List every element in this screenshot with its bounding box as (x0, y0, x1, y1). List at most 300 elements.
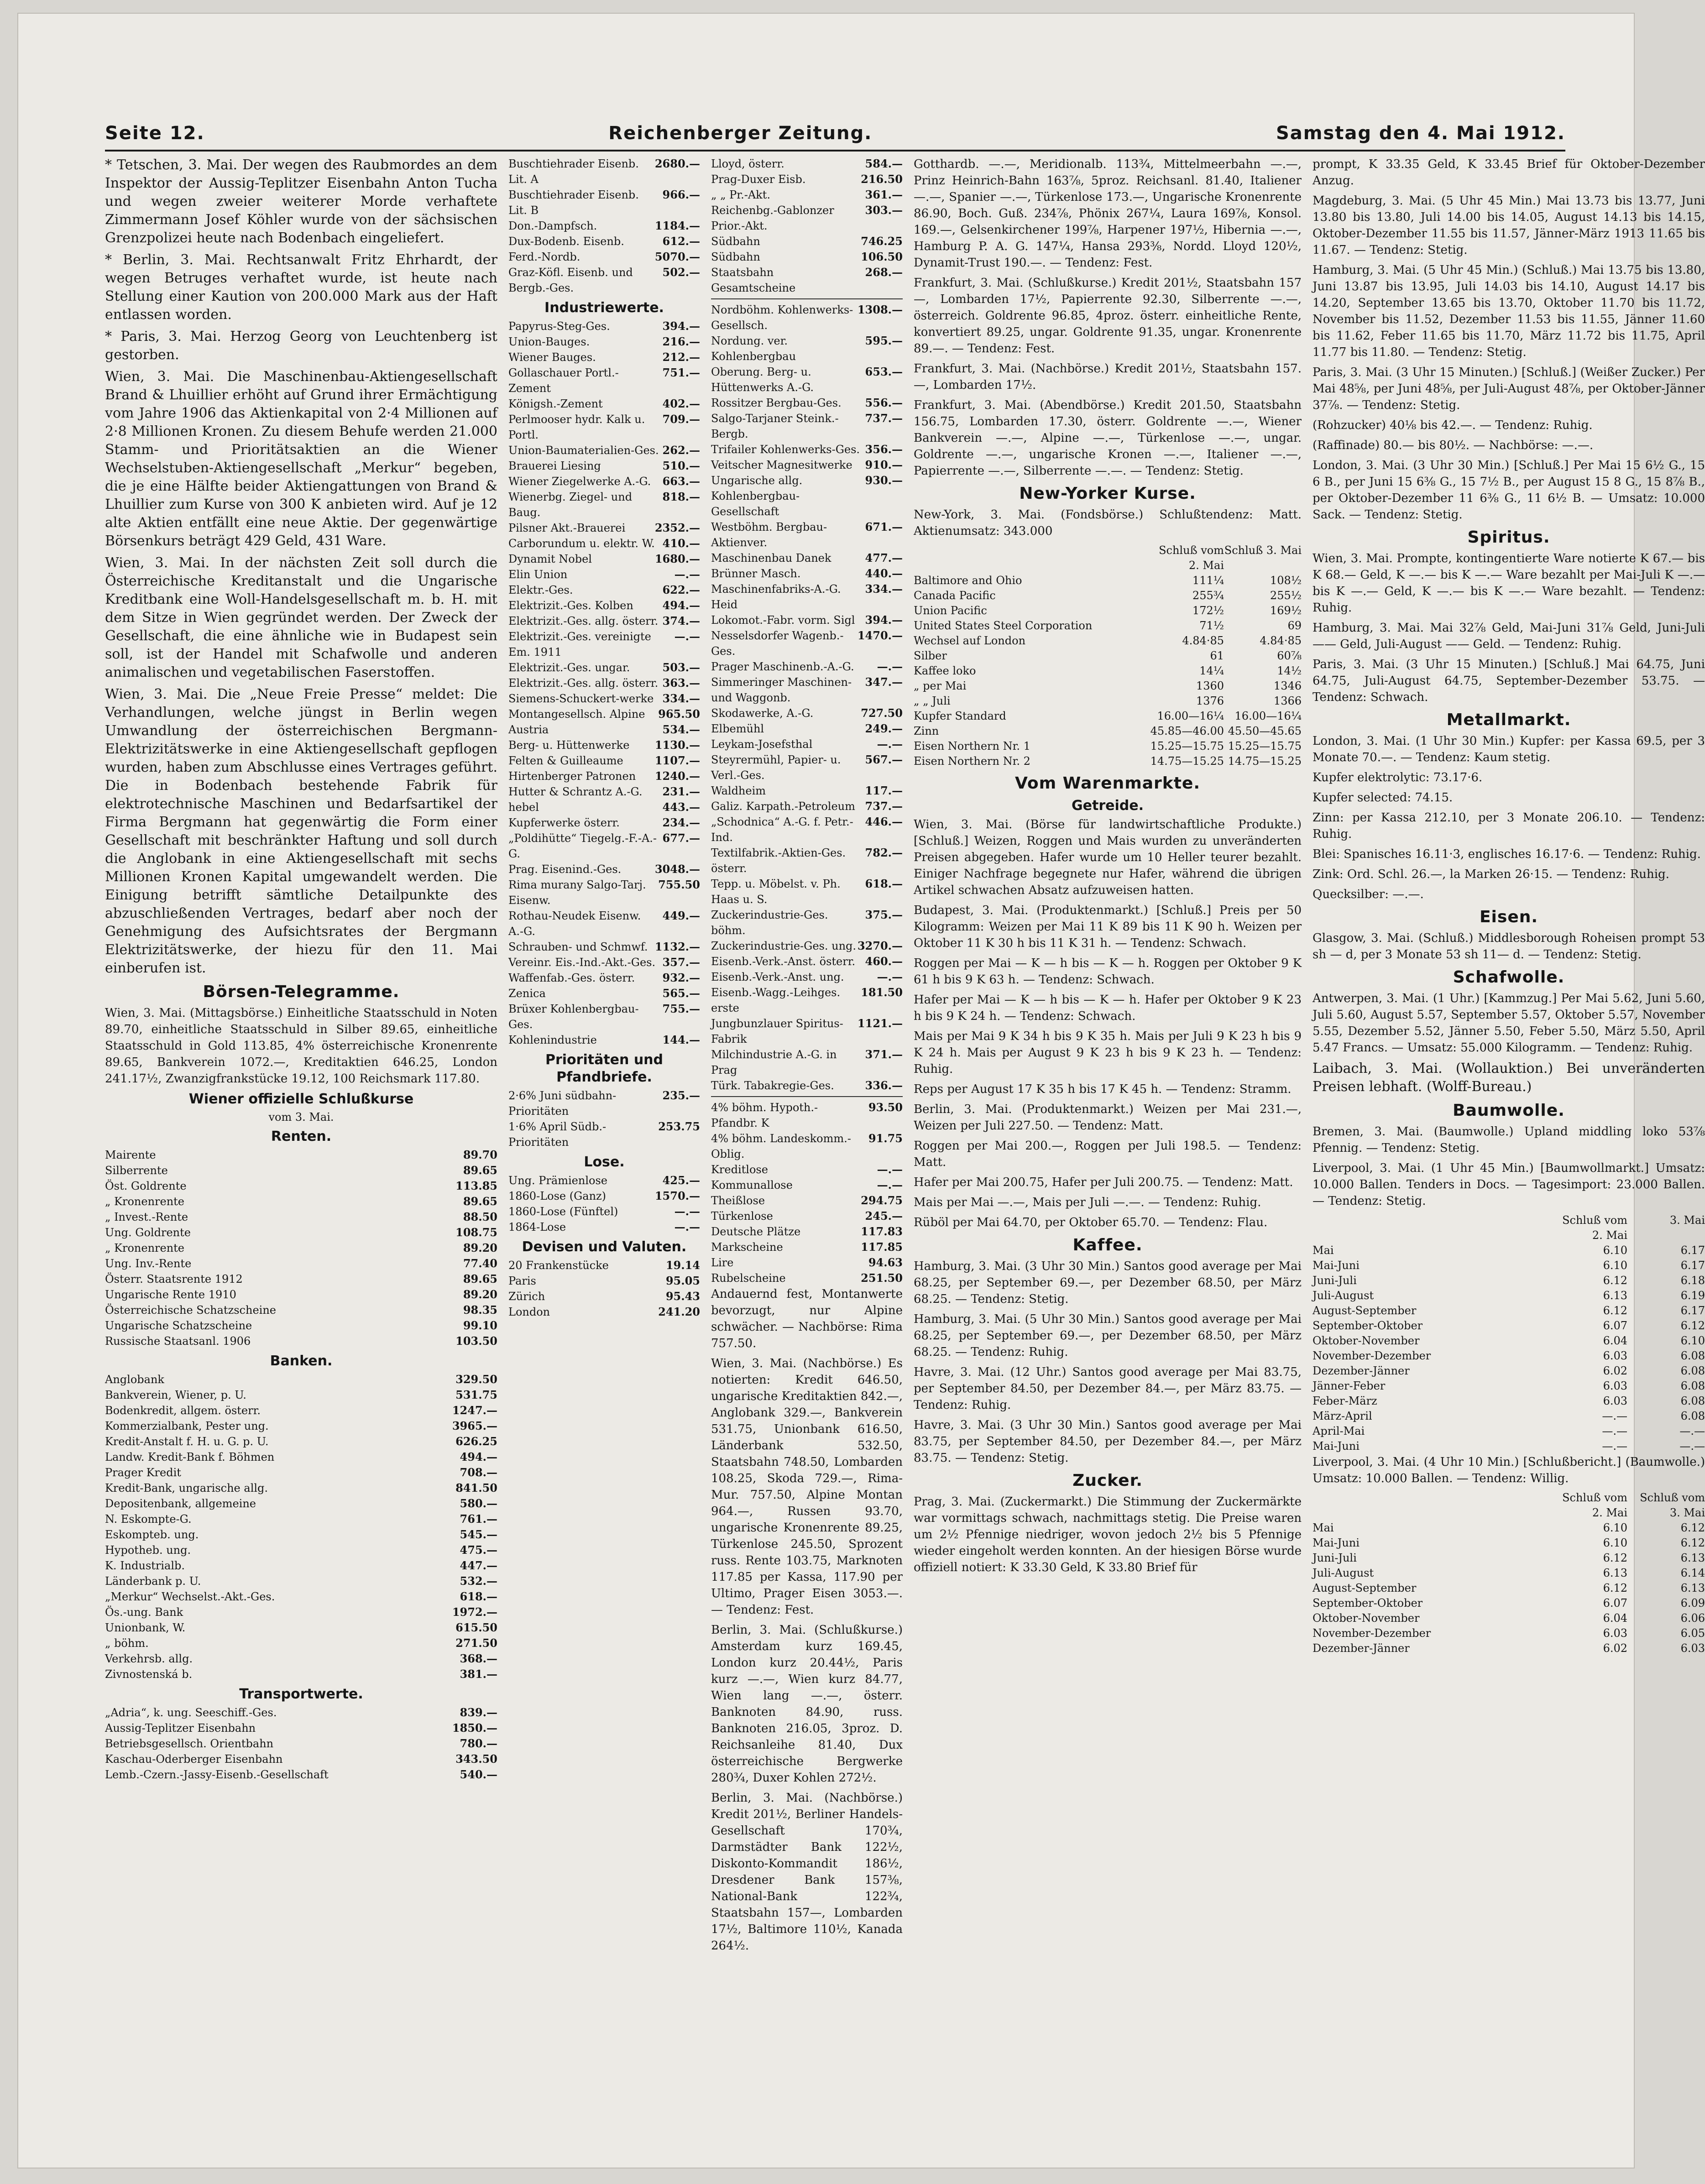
market-report: Budapest, 3. Mai. (Produktenmarkt.) [Schluß.] Preis per 50 Kilogramm: Weizen per Mai 11 K 89 bis 11 K 90 h. Weizen per Oktober 11 K 30 h bis 11 K 31 h. — Tendenz: Schwach. (914, 904, 1302, 950)
quote-value: 108.75 (455, 1226, 497, 1239)
quote-value: 262.— (662, 444, 700, 457)
quote-value: 410.— (662, 537, 700, 550)
quote-row (711, 799, 903, 814)
market-report: London, 3. Mai. (1 Uhr 30 Min.) Kupfer: per Kassa 69.5, per 3 Monate 70.—. — Tendenz: Kaum stetig. (1313, 734, 1705, 764)
quote-value: 89.65 (463, 1272, 497, 1285)
table-row (914, 679, 1302, 694)
table-cell: Canada Pacific (914, 589, 996, 602)
quote-value: 394.— (662, 319, 700, 333)
quote-value: 446.— (865, 815, 903, 828)
table-cell: „ per Mai (914, 679, 967, 692)
quote-row (711, 333, 903, 364)
quote-value: 381.— (460, 1667, 497, 1681)
table-cell: 6.10 (1603, 1521, 1627, 1534)
quote-value: 751.— (662, 366, 700, 379)
quote-value: 531.75 (455, 1388, 497, 1401)
quote-label: Paris (508, 1275, 536, 1287)
report-list (1313, 733, 1705, 903)
quote-row (508, 218, 700, 234)
quote-value: 1850.— (452, 1721, 497, 1735)
quote-row (105, 1449, 497, 1465)
quote-label: Ung. Prämienlose (508, 1174, 607, 1187)
table-row (914, 633, 1302, 648)
quote-value: 249.— (865, 722, 903, 735)
quote-row (105, 1372, 497, 1387)
quote-label: Kommerzialbank, Pester ung. (105, 1420, 269, 1432)
table-cell: Juli-August (1313, 1567, 1374, 1579)
table-cell: April-Mai (1313, 1425, 1365, 1437)
quote-label: Union-Baumaterialien-Ges. (508, 444, 659, 457)
table-row (1313, 1243, 1705, 1258)
quote-value: —.— (877, 660, 903, 673)
quote-label: Lokomot.-Fabr. vorm. Sigl (711, 614, 855, 627)
quote-row (508, 156, 700, 187)
quote-label: 1860-Lose (Fünftel) (508, 1205, 618, 1218)
table-cell: 6.12 (1603, 1552, 1627, 1564)
market-report: Mais per Mai 9 K 34 h bis 9 K 35 h. Mais per Juli 9 K 23 h bis 9 K 24 h. Mais per August 9 K 23 h bis 9 K 23 h. — Tendenz: Ruhig. (914, 1029, 1302, 1076)
quote-value: 567.— (865, 753, 903, 766)
table-cell: Oktober-November (1313, 1612, 1420, 1625)
quote-value: 113.85 (455, 1179, 497, 1192)
quote-list (105, 1372, 497, 1682)
quote-row (105, 1194, 497, 1209)
market-report: Roggen per Mai 200.—, Roggen per Juli 198.5. — Tendenz: Matt. (914, 1139, 1302, 1169)
quote-value: 540.— (460, 1768, 497, 1781)
quote-row (711, 265, 903, 296)
quote-label: Hirtenberger Patronen (508, 770, 636, 783)
quote-value: 460.— (865, 955, 903, 968)
table-cell: Oktober-November (1313, 1334, 1420, 1347)
quote-value: 19.14 (665, 1259, 700, 1272)
quote-row (105, 1604, 497, 1620)
table-cell: 6.12 (1680, 1319, 1705, 1332)
table-row (914, 739, 1302, 754)
quote-label: Aussig-Teplitzer Eisenbahn (105, 1722, 256, 1735)
table-row (1313, 1439, 1705, 1454)
quote-row (508, 489, 700, 520)
quote-row (105, 1465, 497, 1480)
quote-label: Berg- u. Hüttenwerke (508, 739, 630, 752)
quote-value: 677.— (662, 831, 700, 845)
quote-row (508, 350, 700, 365)
quote-value: 494.— (662, 599, 700, 612)
quote-value: —.— (877, 970, 903, 983)
quote-label: 20 Frankenstücke (508, 1259, 609, 1272)
market-report: Paris, 3. Mai. (3 Uhr 15 Minuten.) [Schluß.] (Weißer Zucker.) Per Mai 48⅝, per Juni 48⅝, per Juli-August 48⅞, per Oktober-Jänner 37⅞. — Tendenz: Stetig. (1313, 366, 1705, 412)
sub-heading: Industriewerte. (544, 300, 664, 316)
quote-value: 1184.— (654, 219, 700, 232)
quote-label: Ung. Goldrente (105, 1226, 191, 1239)
table-row (914, 603, 1302, 618)
quote-row (508, 970, 700, 986)
sub-heading: Devisen und Valuten. (522, 1239, 687, 1255)
quote-row (711, 876, 903, 907)
quote-value: 95.05 (665, 1274, 700, 1287)
table-cell: 6.12 (1603, 1274, 1627, 1287)
quote-label: Nordung. ver. Kohlenbergbau (711, 334, 796, 363)
quote-value: 144.— (662, 1033, 700, 1046)
quote-value: 89.65 (463, 1195, 497, 1208)
quote-label: Kaschau-Oderberger Eisenbahn (105, 1753, 283, 1766)
quote-value: 755.— (662, 1002, 700, 1015)
quote-label: Mairente (105, 1149, 156, 1161)
table-row (1313, 1641, 1705, 1656)
quote-value: 1470.— (857, 629, 903, 642)
table-cell: Dezember-Jänner (1313, 1364, 1410, 1377)
telegram-text: Wien, 3. Mai. (Mittagsbörse.) Einheitliche Staatsschuld in Noten 89.70, einheitliche Staatsschuld in Silber 89.65, einheitliche Staatsschuld in Gold 113.85, 4% österreichische Kronenrente 89.65, Bankverein 1072.—, Kreditaktien 646.25, London 241.17½, Zwanzigfrankstücke 19.12, 100 Reichsmark 117.80. (105, 1006, 497, 1086)
market-report: prompt, K 33.35 Geld, K 33.45 Brief für Oktober-Dezember Anzug. (1313, 157, 1705, 188)
quote-value: 737.— (865, 412, 903, 425)
quote-value: 334.— (662, 692, 700, 705)
table-cell: 6.06 (1680, 1612, 1705, 1625)
quote-value: 663.— (662, 475, 700, 488)
quote-label: Bodenkredit, allgem. österr. (105, 1404, 261, 1417)
quote-row (508, 908, 700, 939)
table-cell: 6.13 (1680, 1582, 1705, 1594)
quote-label: Unionbank, W. (105, 1621, 186, 1634)
table-cell: Kupfer Standard (914, 710, 1006, 722)
quote-label: Landw. Kredit-Bank f. Böhmen (105, 1451, 275, 1463)
quote-label: Ungarische Schatzscheine (105, 1319, 252, 1332)
quote-row (508, 660, 700, 675)
table-header: Schluß vom 2. Mai 3. Mai (1562, 1214, 1705, 1242)
quote-row (105, 1302, 497, 1318)
quote-value: 402.— (662, 397, 700, 410)
market-report: Havre, 3. Mai. (12 Uhr.) Santos good average per Mai 83.75, per September 84.50, per Dezember 84.—, per März 83.75. — Tendenz: Ruhig. (914, 1365, 1302, 1412)
quote-label: 1·6% April Südb.-Prioritäten (508, 1120, 607, 1149)
quote-row (711, 519, 903, 550)
quote-label: Graz-Köfl. Eisenb. und Bergb.-Ges. (508, 266, 633, 294)
table-body (1313, 1243, 1705, 1454)
table-row (1313, 1596, 1705, 1611)
quote-label: Rubelscheine (711, 1272, 786, 1285)
quote-row (508, 1001, 700, 1032)
quote-label: Elin Union (508, 568, 568, 581)
quote-label: Eskompteb. ung. (105, 1528, 199, 1541)
quote-label: Eisenb.-Wagg.-Leihges. erste (711, 986, 841, 1014)
quote-value: 117.— (865, 784, 903, 797)
quote-label: Elektr.-Ges. (508, 584, 573, 596)
quote-value: 618.— (865, 877, 903, 890)
quote-value: 77.40 (463, 1257, 497, 1270)
quote-value: 708.— (460, 1466, 497, 1479)
quote-row (508, 939, 700, 955)
quote-label: Deutsche Plätze (711, 1225, 801, 1238)
table-cell: „ „ Juli (914, 695, 951, 707)
quote-label: K. Industrialb. (105, 1559, 185, 1572)
quote-label: Brauerei Liesing (508, 460, 601, 472)
quote-row (508, 443, 700, 458)
quote-value: 89.70 (463, 1148, 497, 1161)
quote-row (508, 520, 700, 536)
table-cell: 6.02 (1603, 1364, 1627, 1377)
quote-label: Waldheim (711, 784, 766, 797)
quote-label: Markscheine (711, 1241, 783, 1254)
table-row (914, 618, 1302, 633)
market-report: Berlin, 3. Mai. (Schlußkurse.) Amsterdam kurz 169.45, London kurz 20.44½, Paris kurz —.—, Wien kurz 84.77, Wien lang —.—, österr. Banknoten 84.90, russ. Banknoten 216.05, 3proz. D. Reichsanleihe 81.40, Dux österreichische Bergwerke 280¾, Duxer Kohlen 272½. (711, 1623, 903, 1785)
table-row (1313, 1288, 1705, 1303)
quote-label: Zuckerindustrie-Ges. böhm. (711, 909, 828, 937)
quote-value: 245.— (865, 1209, 903, 1223)
quote-value: 234.— (662, 816, 700, 829)
table-cell: Eisen Northern Nr. 1 (914, 740, 1030, 752)
quote-value: 1240.— (654, 769, 700, 783)
quote-value: 618.— (460, 1590, 497, 1603)
quote-value: 1308.— (857, 303, 903, 316)
quote-label: Dynamit Nobel (508, 553, 592, 565)
table-cell: —.— (1602, 1410, 1627, 1422)
quote-label: Ungarische Rente 1910 (105, 1288, 236, 1301)
table-cell: Eisen Northern Nr. 2 (914, 755, 1030, 768)
section-heading: Wiener offizielle Schlußkurse (188, 1091, 414, 1107)
quote-value: 475.— (460, 1543, 497, 1557)
quote-value: 595.— (865, 334, 903, 347)
quote-value: 502.— (662, 266, 700, 279)
quote-value: 1247.— (452, 1404, 497, 1417)
quote-value: 737.— (865, 799, 903, 813)
quote-label: Pilsner Akt.-Brauerei (508, 522, 626, 534)
table-header: Schluß vom 2. Mai Schluß vom 3. Mai (1562, 1491, 1705, 1519)
quote-label: „ „ Pr.-Akt. (711, 188, 770, 201)
quote-row (105, 1736, 497, 1751)
table-cell: 6.08 (1680, 1349, 1705, 1362)
quote-label: Südbahn (711, 251, 760, 263)
quote-row (508, 1088, 700, 1119)
table-cell: Jänner-Feber (1313, 1379, 1386, 1392)
quote-value: 235.— (662, 1089, 700, 1102)
quote-row (508, 234, 700, 249)
table-cell: 14.75—15.25 (1228, 755, 1302, 768)
quote-row (105, 1705, 497, 1720)
quote-row (508, 1173, 700, 1188)
quote-label: Papyrus-Steg-Ges. (508, 320, 610, 333)
quote-value: 181.50 (861, 986, 903, 999)
table-cell: United States Steel Corporation (914, 619, 1093, 632)
table-row (1313, 1626, 1705, 1641)
table-cell: 6.18 (1680, 1274, 1705, 1287)
table-cell: Mai-Juni (1313, 1536, 1360, 1549)
quote-list (711, 156, 903, 296)
market-report: Laibach, 3. Mai. (Wollauktion.) Bei unveränderten Preisen lebhaft. (Wolff-Bureau.) (1313, 1061, 1705, 1095)
market-report: Glasgow, 3. Mai. (Schluß.) Middlesborough Roheisen prompt 53 sh — d, per 3 Monate 53 sh 11— d. — Tendenz: Stetig. (1313, 931, 1705, 961)
quote-row (711, 411, 903, 442)
quote-label: Maschinenbau Danek (711, 552, 832, 564)
quote-value: 966.— (662, 188, 700, 201)
quote-label: Elbemühl (711, 722, 764, 735)
quote-row (508, 862, 700, 877)
quote-label: N. Eskompte-G. (105, 1513, 192, 1526)
sub-heading: Banken. (270, 1353, 333, 1369)
market-report: Antwerpen, 3. Mai. (1 Uhr.) [Kammzug.] Per Mai 5.62, Juni 5.60, Juli 5.60, August 5.57, September 5.57, Oktober 5.57, November 5.55, Dezember 5.52, Jänner 5.50, Feber 5.50, März 5.50, April 5.47 Francs. — Umsatz: 55.000 Kilogramm. — Tendenz: Ruhig. (1313, 992, 1705, 1055)
news-item: Wien, 3. Mai. In der nächsten Zeit soll durch die Österreichische Kreditanstalt und die Ungarische Kreditbank eine Woll-Handelsgesellschaft m. b. H. mit dem Sitze in Wien gegründet werden. Der Zweck der Gesellschaft, die eine ähnliche wie in Budapest sein soll, ist der Handel mit Schafwolle und anderen animalischen und vegetabilischen Faserstoffen. (105, 555, 497, 680)
quote-label: Rossitzer Bergbau-Ges. (711, 397, 842, 409)
quote-value: 251.50 (861, 1271, 903, 1285)
quote-row (508, 1204, 700, 1219)
quote-label: Prager Maschinenb.-A.-G. (711, 660, 854, 673)
table-cell: 6.03 (1603, 1627, 1627, 1640)
quote-value: 3048.— (654, 862, 700, 876)
quote-row (711, 969, 903, 985)
market-report: New-York, 3. Mai. (Fondsbörse.) Schlußtendenz: Matt. Aktienumsatz: 343.000 (914, 508, 1302, 538)
table-row (1313, 1364, 1705, 1379)
table-row (1313, 1303, 1705, 1318)
quote-label: Buschtiehrader Eisenb. Lit. B (508, 188, 639, 217)
quote-row (508, 474, 700, 489)
quote-row (105, 1558, 497, 1573)
quote-label: Reichenbg.-Gablonzer Prior.-Akt. (711, 204, 834, 232)
quote-label: Bankverein, Wiener, p. U. (105, 1389, 246, 1401)
market-report: Rüböl per Mai 64.70, per Oktober 65.70. — Tendenz: Flau. (914, 1216, 1268, 1229)
quote-value: 117.83 (861, 1225, 903, 1238)
table-cell: 6.12 (1680, 1521, 1705, 1534)
sub-heading: Renten. (271, 1129, 332, 1144)
quote-row (508, 1032, 700, 1048)
quote-value: 268.— (865, 266, 903, 279)
quote-value: 117.85 (861, 1240, 903, 1254)
table-cell: 61 (1210, 649, 1224, 662)
market-report: Liverpool, 3. Mai. (1 Uhr 45 Min.) [Baumwollmarkt.] Umsatz: 10.000 Ballen. Tenders in Docs. — Tagesimport: 23.000 Ballen. — Tendenz: Stetig. (1313, 1161, 1705, 1208)
table-cell: Mai-Juni (1313, 1440, 1360, 1453)
quote-label: Länderbank p. U. (105, 1575, 201, 1588)
table-cell: 6.10 (1603, 1536, 1627, 1549)
quote-row (105, 1620, 497, 1635)
quote-label: Brüxer Kohlenbergbau-Ges. (508, 1003, 639, 1031)
quote-value: 88.50 (463, 1210, 497, 1223)
quote-label: Siemens-Schuckert-werke (508, 692, 654, 705)
quote-row (105, 1751, 497, 1767)
quote-row (105, 1318, 497, 1333)
quote-value: 1570.— (654, 1189, 700, 1202)
quote-row (711, 814, 903, 845)
quote-label: Prag-Duxer Eisb. (711, 173, 806, 186)
table-cell: 45.85—46.00 (1150, 725, 1224, 737)
quote-row (711, 1270, 903, 1286)
quote-value: 534.— (662, 723, 700, 736)
quote-label: Betriebsgesellsch. Orientbahn (105, 1737, 274, 1750)
table-row (914, 588, 1302, 603)
quote-value: 357.— (662, 956, 700, 969)
quote-value: 336.— (865, 1079, 903, 1092)
quote-row (508, 877, 700, 908)
market-report: Zink: Ord. Schl. 26.—, la Marken 26·15. — Tendenz: Ruhig. (1313, 867, 1669, 881)
quote-row (711, 234, 903, 249)
quote-value: 746.25 (861, 235, 903, 248)
quote-row (508, 1219, 700, 1235)
table-row (1313, 1536, 1705, 1551)
table-cell: 14.75—15.25 (1150, 755, 1224, 768)
quote-label: Dux-Bodenb. Eisenb. (508, 235, 624, 248)
quote-label: Anglobank (105, 1373, 164, 1386)
market-report: Frankfurt, 3. Mai. (Abendbörse.) Kredit 201.50, Staatsbahn 156.75, Lombarden 17.30, österr. Goldrente —.—, Wiener Bankverein —.—, Alpine —.—, Türkenlose —.—, ungar. Goldrente —.—, ungarische Kronen —.—, Italiener —.—, Papierrente —.—, Silberrente —.—. — Tendenz: Stetig. (914, 398, 1302, 478)
quote-value: 449.— (662, 909, 700, 922)
quote-value: 910.— (865, 458, 903, 471)
quote-row (711, 395, 903, 411)
table-row (914, 648, 1302, 664)
table-row (1313, 1551, 1705, 1566)
quote-row (711, 954, 903, 969)
quote-value: —.— (877, 1178, 903, 1191)
market-report: Kupfer elektrolytic: 73.17·6. (1313, 771, 1483, 784)
quote-row (508, 412, 700, 443)
table-cell: —.— (1602, 1425, 1627, 1437)
table-cell: August-September (1313, 1582, 1417, 1594)
quote-value: 653.— (865, 365, 903, 378)
quote-row (105, 1635, 497, 1651)
table-cell: 6.17 (1680, 1244, 1705, 1257)
quote-value: 99.10 (463, 1319, 497, 1332)
news-item: Wien, 3. Mai. Die „Neue Freie Presse“ meldet: Die Verhandlungen, welche jüngst in Berlin wegen Umwandlung der österreichischen Bergmann-Elektrizitätswerke in eine Aktiengesellschaft gepflogen wurden, haben zum Abschlusse eines Vertrages geführt. Die in Bodenbach bestehende Fabrik für elektrotechnische Maschinen und Bedarfsartikel der Firma Bergmann hat gegenwärtig die Form einer Gesellschaft mit beschränkter Haftung und soll durch die Anglobank in eine Aktiengesellschaft mit sechs Millionen Kronen Kapital umgewandelt werden. Die Einigung betrifft sämtliche Detailpunkte des abzuschließenden Vertrages, bedarf aber noch der Genehmigung des Aufsichtsrates der Bergmann Elektrizitätswerke, der hiezu für den 11. Mai einberufen ist. (105, 686, 497, 976)
quote-value: 782.— (865, 846, 903, 859)
table-cell: 4.84·85 (1260, 634, 1302, 647)
market-report: Liverpool, 3. Mai. (4 Uhr 10 Min.) [Schlußbericht.] (Baumwolle.) Umsatz: 10.000 Ballen. — Tendenz: Willig. (1313, 1455, 1705, 1485)
quote-value: 394.— (865, 613, 903, 627)
table-cell: 6.12 (1603, 1582, 1627, 1594)
quote-row (508, 396, 700, 412)
table-row (914, 694, 1302, 709)
quote-row (508, 675, 700, 691)
quote-list (508, 319, 700, 1048)
quote-row (508, 986, 700, 1001)
quote-label: Südbahn (711, 235, 760, 248)
quote-list (711, 1224, 903, 1286)
sub-heading: Prioritäten und Pfandbriefe. (545, 1052, 664, 1085)
quote-row (508, 799, 700, 815)
columns (105, 156, 1705, 2104)
table-cell: 6.13 (1680, 1552, 1705, 1564)
quote-row (105, 1387, 497, 1403)
table-cell: Feber-März (1313, 1395, 1377, 1407)
column-2 (508, 156, 700, 2104)
table-row (914, 709, 1302, 724)
quote-label: „ böhm. (105, 1637, 149, 1650)
quote-row (711, 1078, 903, 1093)
market-report: Hamburg, 3. Mai. Mai 32⅞ Geld, Mai-Juni 31⅞ Geld, Juni-Juli —— Geld, Juli-August —— Geld. — Tendenz: Ruhig. (1313, 621, 1705, 651)
table-cell: 6.13 (1603, 1567, 1627, 1579)
market-report: London, 3. Mai. (3 Uhr 30 Min.) [Schluß.] Per Mai 15 6½ G., 15 6 B., per Juni 15 6⅜ G., 15 7½ B., per August 15 8 G., 15 8⅞ B., per Oktober-Dezember 11 6⅜ G., 11 6½ B. — Umsatz: 10.000 Sack. — Tendenz: Stetig. (1313, 459, 1705, 522)
quote-label: Lire (711, 1256, 734, 1269)
market-report: Quecksilber: —.—. (1313, 888, 1424, 901)
quote-row (508, 706, 700, 722)
quote-value: —.— (674, 630, 700, 643)
column-4 (914, 156, 1302, 2104)
table-cell: 16.00—16¼ (1234, 710, 1302, 722)
quote-label: Kredit-Anstalt f. H. u. G. p. U. (105, 1435, 269, 1448)
quote-row (711, 1255, 903, 1270)
quote-label: Silberrente (105, 1164, 168, 1177)
quote-row (508, 1188, 700, 1204)
table-cell: Mai-Juni (1313, 1259, 1360, 1272)
quote-value: 615.50 (455, 1621, 497, 1634)
report-list (1313, 550, 1705, 705)
market-report: Berlin, 3. Mai. (Produktenmarkt.) Weizen per Mai 231.—, Weizen per Juli 227.50. — Tendenz: Matt. (914, 1102, 1302, 1133)
section-heading: Spiritus. (1467, 528, 1550, 547)
quote-row (105, 1240, 497, 1256)
quote-label: Schrauben- und Schmwf. (508, 940, 648, 953)
quote-row (105, 1542, 497, 1558)
table-cell: 71½ (1199, 619, 1224, 632)
quote-label: Zivnostenská b. (105, 1668, 193, 1681)
table-cell: 6.08 (1680, 1395, 1705, 1407)
quote-value: 965.50 (658, 707, 700, 721)
report-list (914, 816, 1302, 1231)
quote-label: Gollaschauer Portl.-Zement (508, 366, 619, 395)
quote-row (508, 265, 700, 296)
quote-value: 503.— (662, 661, 700, 674)
quote-row (711, 203, 903, 234)
quote-value: 89.20 (463, 1241, 497, 1254)
quote-label: Leykam-Josefsthal (711, 738, 813, 751)
quote-label: Simmeringer Maschinen- und Waggonb. (711, 676, 852, 704)
